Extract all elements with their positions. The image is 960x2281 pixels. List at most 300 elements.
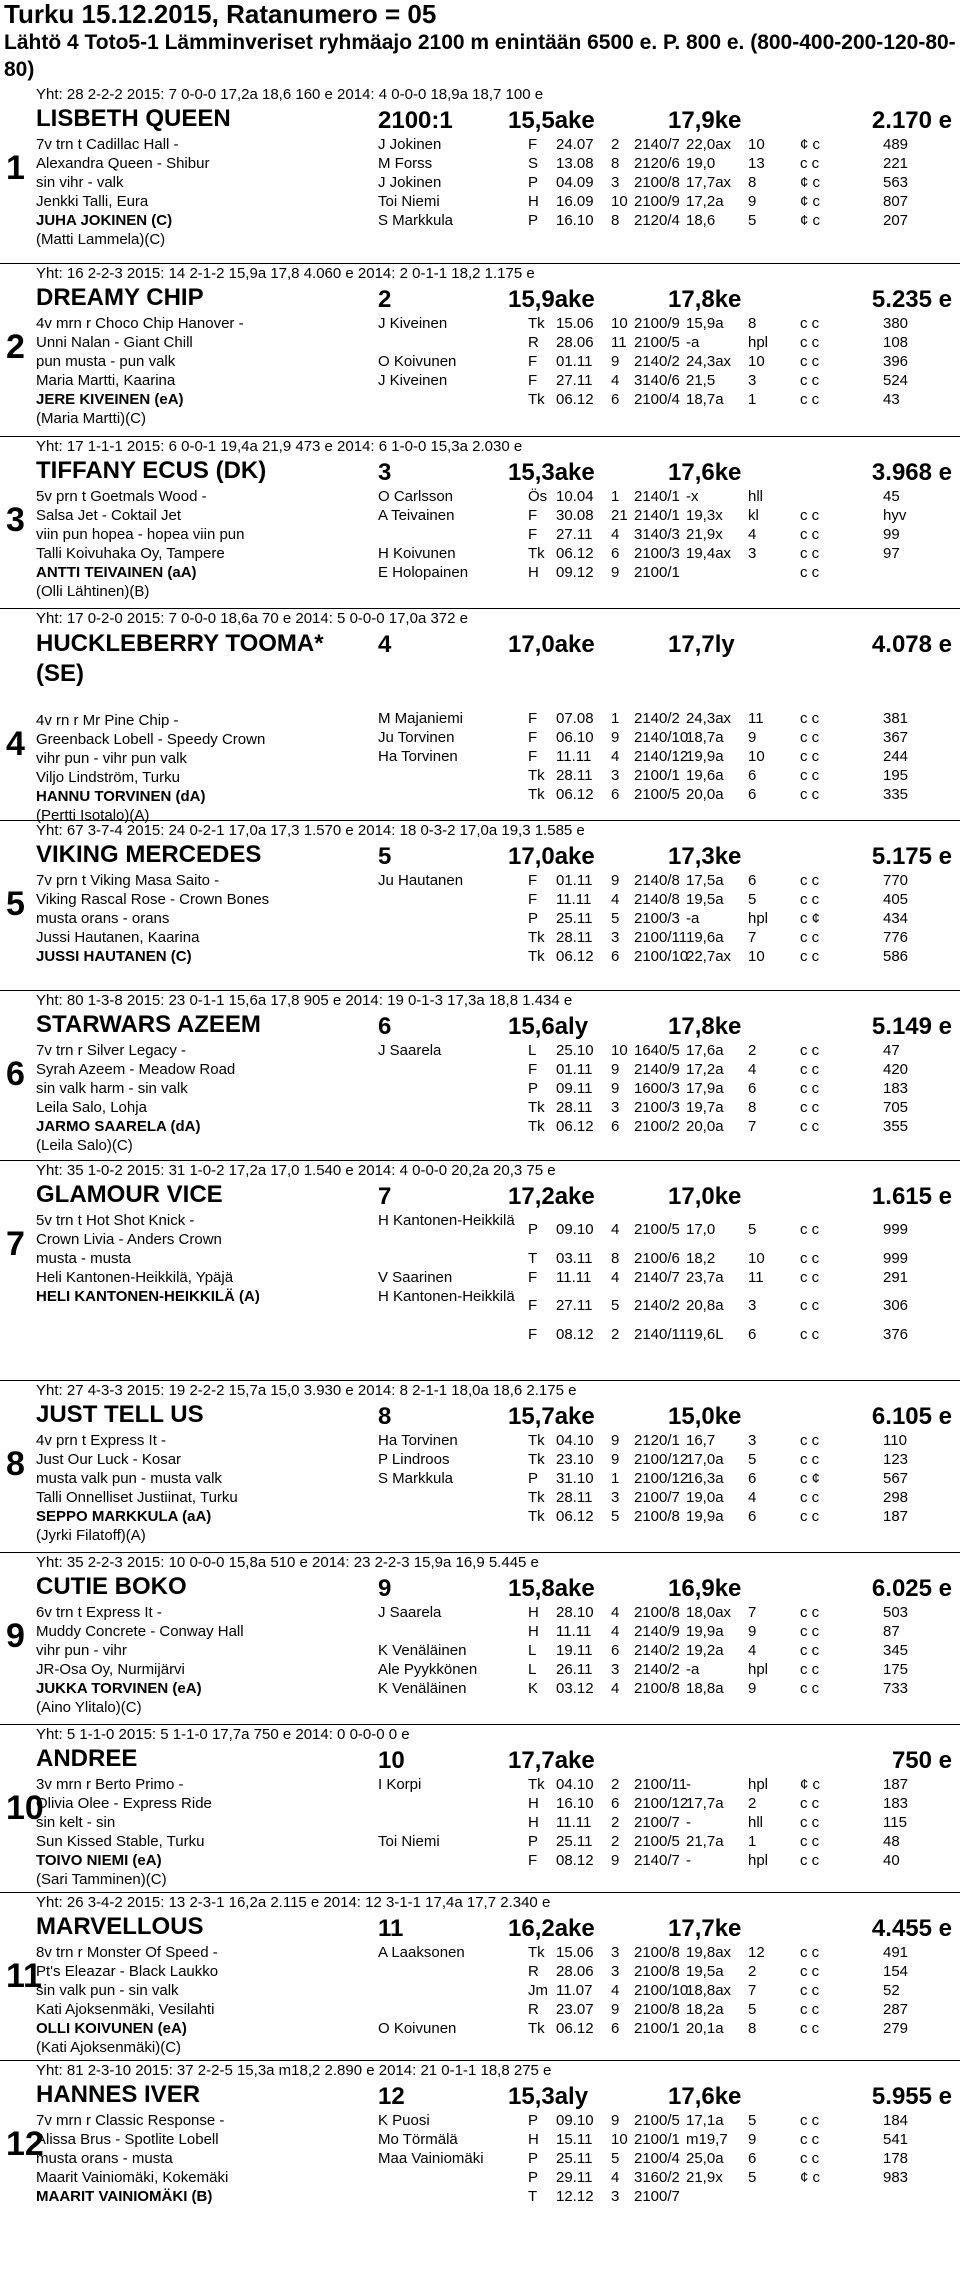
career-stats: Yht: 5 1-1-0 2015: 5 1-1-0 17,7a 750 e 2014: 0 0-0-0 0 e (36, 1726, 410, 1743)
start-row (378, 1622, 956, 1641)
start-row (378, 1325, 956, 1344)
start-row (378, 1211, 956, 1249)
start-shoes: c c (800, 1297, 820, 1314)
info-line: musta valk pun - musta valk (36, 1470, 222, 1487)
start-price: 999 (883, 1250, 909, 1267)
start-shoes: c c (800, 1944, 820, 1961)
start-race: 2100/6 (634, 1250, 680, 1267)
driver-name: JERE KIVEINEN (eA) (36, 391, 184, 408)
start-post: 6 (611, 1642, 620, 1659)
start-shoes: c c (800, 767, 820, 784)
start-post: 3 (611, 767, 620, 784)
start-track: K (528, 1680, 539, 1697)
start-price: 586 (883, 948, 909, 965)
start-date: 03.11 (556, 1250, 593, 1267)
start-row (378, 192, 956, 211)
start-row (378, 2019, 956, 2038)
start-post: 3 (611, 2188, 620, 2205)
total-earnings: 750 e (891, 1747, 952, 1774)
start-date: 29.11 (556, 2169, 593, 2186)
start-time: 20,0a (686, 786, 724, 803)
start-driver: Toi Niemi (378, 193, 440, 210)
start-time: 19,4ax (686, 545, 732, 562)
start-row (378, 1962, 956, 1981)
start-race: 2100/1 (634, 2020, 680, 2037)
start-shoes: c c (800, 1061, 820, 1078)
trainer-name: (Leila Salo)(C) (36, 1137, 133, 1154)
start-date: 28.11 (556, 1489, 593, 1506)
start-row (378, 154, 956, 173)
start-price: 45 (883, 488, 900, 505)
entry-number: 4 (6, 725, 25, 763)
start-track: L (528, 1642, 537, 1659)
start-track: P (528, 2150, 539, 2167)
start-row (378, 1813, 956, 1832)
start-time: -a (686, 1661, 700, 1678)
start-track: P (528, 212, 539, 229)
start-post: 9 (611, 1432, 620, 1449)
entry-number: 10 (6, 1789, 44, 1827)
start-race: 3160/2 (634, 2169, 680, 2186)
start-date: 28.06 (556, 334, 594, 351)
start-track: F (528, 872, 538, 889)
start-race: 2100/5 (634, 1221, 680, 1238)
start-row (378, 1679, 956, 1698)
driver-name: JUHA JOKINEN (C) (36, 212, 173, 229)
start-race: 2100/12 (634, 1795, 689, 1812)
start-date: 13.08 (556, 155, 594, 172)
start-time: 23,7a (686, 1269, 724, 1286)
career-stats: Yht: 35 2-2-3 2015: 10 0-0-0 15,8a 510 e 2014: 23 2-2-3 15,9a 16,9 5.445 e (36, 1554, 539, 1571)
start-race: 2100/8 (634, 1508, 680, 1525)
start-race: 2100/2 (634, 1118, 680, 1135)
start-track: L (528, 1661, 537, 1678)
start-price: 178 (883, 2150, 909, 2167)
start-race: 1600/3 (634, 1080, 680, 1097)
start-row (378, 2130, 956, 2149)
driver-name: HANNU TORVINEN (dA) (36, 788, 206, 805)
start-price: 491 (883, 1944, 909, 1961)
start-date: 06.12 (556, 545, 594, 562)
start-row (378, 1060, 956, 1079)
start-track: R (528, 334, 539, 351)
start-date: 16.10 (556, 1795, 594, 1812)
start-track: F (528, 1061, 538, 1078)
start-order: 10 (748, 948, 765, 965)
start-track: P (528, 174, 539, 191)
start-time: 19,9a (686, 1623, 724, 1640)
start-date: 23.10 (556, 1451, 594, 1468)
start-shoes: c c (800, 1326, 820, 1343)
best-record: 15,9ake (508, 286, 595, 313)
start-driver: Ale Pyykkönen (378, 1661, 478, 1678)
start-time: 15,9a (686, 315, 724, 332)
start-track: H (528, 2131, 539, 2148)
driver-name: MAARIT VAINIOMÄKI (B) (36, 2188, 213, 2205)
start-time: 19,7a (686, 1099, 724, 1116)
horse-info (36, 1431, 376, 1545)
start-date: 12.12 (556, 2188, 594, 2205)
season-record: 17,7ly (668, 631, 735, 658)
driver-name: HELI KANTONEN-HEIKKILÄ (A) (36, 1288, 260, 1305)
start-order: 3 (748, 1432, 757, 1449)
start-race: 2120/6 (634, 155, 680, 172)
start-order: 4 (748, 1061, 757, 1078)
total-earnings: 1.615 e (871, 1183, 952, 1210)
start-track: F (528, 507, 538, 524)
season-record: 17,7ke (668, 1915, 742, 1942)
start-time: -x (686, 488, 699, 505)
start-driver: I Korpi (378, 1776, 422, 1793)
start-price: 154 (883, 1963, 909, 1980)
career-stats: Yht: 26 3-4-2 2015: 13 2-3-1 16,2a 2.115 e 2014: 12 3-1-1 17,4a 17,7 2.340 e (36, 1894, 551, 1911)
start-row (378, 352, 956, 371)
start-time: 19,5a (686, 1963, 724, 1980)
start-order: 6 (748, 872, 757, 889)
horse-entry (0, 263, 960, 436)
start-date: 25.10 (556, 1042, 594, 1059)
horse-entry (0, 1892, 960, 2060)
best-record: 15,8ake (508, 1575, 595, 1602)
start-date: 06.12 (556, 786, 594, 803)
start-price: 367 (883, 729, 909, 746)
start-track: S (528, 155, 539, 172)
start-date: 25.11 (556, 910, 593, 927)
info-line: pun musta - pun valk (36, 353, 176, 370)
start-order: 5 (748, 2169, 757, 2186)
start-track: F (528, 891, 538, 908)
start-date: 26.11 (556, 1661, 593, 1678)
info-line: Kati Ajoksenmäki, Vesilahti (36, 2001, 215, 2018)
start-row (378, 371, 956, 390)
driver-name: TOIVO NIEMI (eA) (36, 1852, 162, 1869)
start-driver: K Venäläinen (378, 1680, 467, 1697)
start-shoes: c ¢ (800, 1470, 821, 1487)
start-time: 19,3x (686, 507, 723, 524)
start-row (378, 1268, 956, 1287)
start-price: 40 (883, 1852, 900, 1869)
best-record: 17,2ake (508, 1183, 595, 1210)
entry-number: 11 (6, 1957, 42, 1995)
start-post: 10 (611, 1042, 628, 1059)
start-shoes: c c (800, 1623, 820, 1640)
start-price: 52 (883, 1982, 900, 1999)
start-track: P (528, 1221, 539, 1238)
start-post: 8 (611, 155, 620, 172)
horse-entry (0, 2060, 960, 2205)
start-post: 4 (611, 1604, 620, 1621)
start-post: 8 (611, 212, 620, 229)
start-order: 3 (748, 1297, 757, 1314)
start-price: 123 (883, 1451, 909, 1468)
start-post: 2 (611, 1326, 620, 1343)
start-post: 5 (611, 2150, 620, 2167)
start-driver: J Kiveinen (378, 315, 448, 332)
start-post: 9 (611, 1080, 620, 1097)
start-time: 25,0a (686, 2150, 724, 2167)
start-row (378, 1981, 956, 2000)
start-driver: O Koivunen (378, 353, 457, 370)
start-post: 10 (611, 315, 628, 332)
start-race: 2100/11 (634, 1776, 688, 1793)
start-race: 2100/12 (634, 1451, 689, 1468)
horse-name: JUST TELL US (36, 1401, 204, 1428)
start-price: 807 (883, 193, 909, 210)
start-post: 3 (611, 1661, 620, 1678)
start-shoes: c c (800, 391, 820, 408)
start-shoes: c c (800, 1982, 820, 1999)
start-race: 2100/8 (634, 1963, 680, 1980)
trainer-name: (Jyrki Filatoff)(A) (36, 1527, 146, 1544)
start-track: H (528, 1604, 539, 1621)
trainer-name: (Sari Tamminen)(C) (36, 1871, 167, 1888)
start-time: 19,8ax (686, 1944, 732, 1961)
start-shoes: c c (800, 1963, 820, 1980)
start-race: 2140/2 (634, 710, 680, 727)
start-order: 9 (748, 2131, 757, 2148)
start-date: 11.11 (556, 1269, 592, 1286)
start-date: 04.09 (556, 174, 594, 191)
start-order: 7 (748, 1982, 757, 1999)
previous-starts (378, 1603, 956, 1698)
info-line: 8v trn r Monster Of Speed - (36, 1944, 218, 1961)
start-date: 08.12 (556, 1326, 594, 1343)
start-race: 2140/9 (634, 1061, 680, 1078)
start-shoes: c c (800, 948, 820, 965)
entry-number: 7 (6, 1225, 25, 1263)
best-record: 17,0ake (508, 843, 595, 870)
start-date: 27.11 (556, 526, 593, 543)
start-price: 87 (883, 1623, 900, 1640)
page-header (0, 0, 960, 85)
start-shoes: c c (800, 872, 820, 889)
start-position: 4 (378, 631, 392, 658)
trainer-name: (Maria Martti)(C) (36, 410, 146, 427)
start-position: 12 (378, 2083, 405, 2110)
start-race: 2100/3 (634, 545, 680, 562)
season-record: 15,0ke (668, 1403, 742, 1430)
start-time: 20,0a (686, 1118, 724, 1135)
info-line: 3v mrn r Berto Primo - (36, 1776, 184, 1793)
start-time: 19,0a (686, 1489, 724, 1506)
start-shoes: c c (800, 729, 820, 746)
start-race: 2120/4 (634, 212, 680, 229)
career-stats: Yht: 28 2-2-2 2015: 7 0-0-0 17,2a 18,6 160 e 2014: 4 0-0-0 18,9a 18,7 100 e (36, 86, 544, 103)
start-order: hll (748, 1814, 764, 1831)
start-time: 17,0 (686, 1221, 716, 1238)
start-price: 187 (883, 1508, 909, 1525)
start-time: 19,9a (686, 748, 724, 765)
start-race: 1640/5 (634, 1042, 680, 1059)
start-order: 2 (748, 1042, 757, 1059)
start-price: 291 (883, 1269, 909, 1286)
start-race: 2100/11 (634, 929, 688, 946)
start-position: 8 (378, 1403, 392, 1430)
start-price: 503 (883, 1604, 909, 1621)
start-track: T (528, 1250, 538, 1267)
start-date: 25.11 (556, 1833, 593, 1850)
previous-starts (378, 487, 956, 582)
start-price: 183 (883, 1080, 909, 1097)
start-race: 2140/1 (634, 507, 680, 524)
start-post: 21 (611, 507, 628, 524)
start-driver: V Saarinen (378, 1269, 453, 1286)
start-order: 9 (748, 1680, 757, 1697)
start-post: 4 (611, 372, 620, 389)
start-order: 6 (748, 2150, 757, 2167)
start-date: 09.12 (556, 564, 594, 581)
start-position: 3 (378, 459, 392, 486)
info-line: Greenback Lobell - Speedy Crown (36, 731, 266, 748)
start-track: Tk (528, 786, 545, 803)
start-time: -a (686, 334, 700, 351)
start-price: 355 (883, 1118, 909, 1135)
start-track: H (528, 564, 539, 581)
start-post: 3 (611, 929, 620, 946)
start-price: 244 (883, 748, 909, 765)
start-price: 381 (883, 710, 909, 727)
start-driver: M Forss (378, 155, 433, 172)
start-race: 2100/3 (634, 1099, 680, 1116)
start-price: hyv (883, 507, 907, 524)
total-earnings: 3.968 e (871, 459, 952, 486)
start-time: 17,1a (686, 2112, 724, 2129)
start-race: 2100/5 (634, 1833, 680, 1850)
page-title: Turku 15.12.2015, Ratanumero = 05 (4, 0, 437, 29)
start-shoes: c c (800, 507, 820, 524)
start-price: 187 (883, 1776, 909, 1793)
info-line: Olivia Olee - Express Ride (36, 1795, 212, 1812)
start-order: 5 (748, 212, 757, 229)
start-driver: Mo Törmälä (378, 2131, 458, 2148)
start-race: 2100/5 (634, 334, 680, 351)
info-line: Maarit Vainiomäki, Kokemäki (36, 2169, 229, 2186)
driver-name: JUKKA TORVINEN (eA) (36, 1680, 202, 1697)
driver-name: JUSSI HAUTANEN (C) (36, 948, 192, 965)
start-post: 10 (611, 193, 628, 210)
start-time: 17,0a (686, 1451, 724, 1468)
best-record: 17,7ake (508, 1747, 595, 1774)
start-row (378, 314, 956, 333)
start-date: 25.11 (556, 2150, 593, 2167)
start-post: 4 (611, 1982, 620, 1999)
start-track: T (528, 2188, 538, 2205)
start-order: 1 (748, 391, 757, 408)
season-record: 16,9ke (668, 1575, 742, 1602)
start-order: 8 (748, 1099, 757, 1116)
start-track: Tk (528, 948, 545, 965)
start-race: 2140/10 (634, 729, 689, 746)
horse-entry (0, 820, 960, 990)
start-track: F (528, 710, 538, 727)
start-post: 3 (611, 1099, 620, 1116)
horse-name: DREAMY CHIP (36, 284, 204, 311)
info-line: sin vihr - valk (36, 174, 124, 191)
start-row (378, 2187, 956, 2206)
start-time: 22,0ax (686, 136, 732, 153)
total-earnings: 5.235 e (871, 286, 952, 313)
start-time: 19,9a (686, 1508, 724, 1525)
entry-number: 6 (6, 1055, 25, 1093)
start-post: 2 (611, 1776, 620, 1793)
start-race: 2100/8 (634, 1944, 680, 1961)
start-driver: H Koivunen (378, 545, 456, 562)
start-track: P (528, 1470, 539, 1487)
start-price: 108 (883, 334, 909, 351)
info-line: Maria Martti, Kaarina (36, 372, 176, 389)
horse-entry (0, 990, 960, 1160)
horse-name: STARWARS AZEEM (36, 1011, 261, 1038)
start-race: 2140/11 (634, 1326, 688, 1343)
start-shoes: c c (800, 1080, 820, 1097)
start-time: 20,1a (686, 2020, 724, 2037)
career-stats: Yht: 17 0-2-0 2015: 7 0-0-0 18,6a 70 e 2014: 5 0-0-0 17,0a 372 e (36, 610, 468, 627)
start-driver: H Kantonen-Heikkilä (378, 1288, 515, 1305)
start-race: 2140/12 (634, 748, 689, 765)
info-line: 6v trn t Express It - (36, 1604, 162, 1621)
start-row (378, 1775, 956, 1794)
start-track: Tk (528, 1944, 545, 1961)
start-time: 21,9x (686, 2169, 723, 2186)
start-track: H (528, 1623, 539, 1640)
info-line: JR-Osa Oy, Nurmijärvi (36, 1661, 185, 1678)
start-driver: S Markkula (378, 1470, 454, 1487)
horse-name: GLAMOUR VICE (36, 1181, 223, 1208)
start-row (378, 928, 956, 947)
start-shoes: c c (800, 564, 820, 581)
start-track: F (528, 372, 538, 389)
start-driver: J Jokinen (378, 136, 442, 153)
horse-info (36, 1775, 376, 1889)
start-price: 183 (883, 1795, 909, 1812)
previous-starts (378, 1041, 956, 1136)
entry-number: 8 (6, 1445, 25, 1483)
race-description: Lähtö 4 Toto5-1 Lämminveriset ryhmäajo 2100 m enintään 6500 e. P. 800 e. (800-400-200-120-80-80) (4, 31, 956, 81)
start-price: 705 (883, 1099, 909, 1116)
start-shoes: c c (800, 334, 820, 351)
entry-number: 2 (6, 328, 25, 366)
start-price: 115 (883, 1814, 907, 1831)
horse-name: HANNES IVER (36, 2081, 201, 2108)
start-time: 19,6a (686, 929, 724, 946)
start-order: 5 (748, 1451, 757, 1468)
start-date: 27.11 (556, 1297, 593, 1314)
horse-name: ANDREE (36, 1745, 138, 1772)
entry-number: 12 (6, 2125, 44, 2163)
start-date: 15.06 (556, 315, 594, 332)
season-record: 17,9ke (668, 107, 742, 134)
start-track: Ös (528, 488, 548, 505)
info-line: sin kelt - sin (36, 1814, 116, 1831)
start-race: 2100/5 (634, 2112, 680, 2129)
start-time: 20,8a (686, 1297, 724, 1314)
start-order: 6 (748, 1508, 757, 1525)
previous-starts (378, 2111, 956, 2206)
start-row (378, 2000, 956, 2019)
career-stats: Yht: 35 1-0-2 2015: 31 1-0-2 17,2a 17,0 1.540 e 2014: 4 0-0-0 20,2a 20,3 75 e (36, 1162, 556, 1179)
start-date: 06.10 (556, 729, 594, 746)
start-order: 8 (748, 174, 757, 191)
start-order: 3 (748, 372, 757, 389)
start-order: 7 (748, 1604, 757, 1621)
total-earnings: 5.149 e (871, 1013, 952, 1040)
start-driver: Maa Vainiomäki (378, 2150, 484, 2167)
start-race: 3140/3 (634, 526, 680, 543)
start-row (378, 563, 956, 582)
previous-starts (378, 1943, 956, 2038)
best-record: 16,2ake (508, 1915, 595, 1942)
start-race: 2140/1 (634, 488, 680, 505)
